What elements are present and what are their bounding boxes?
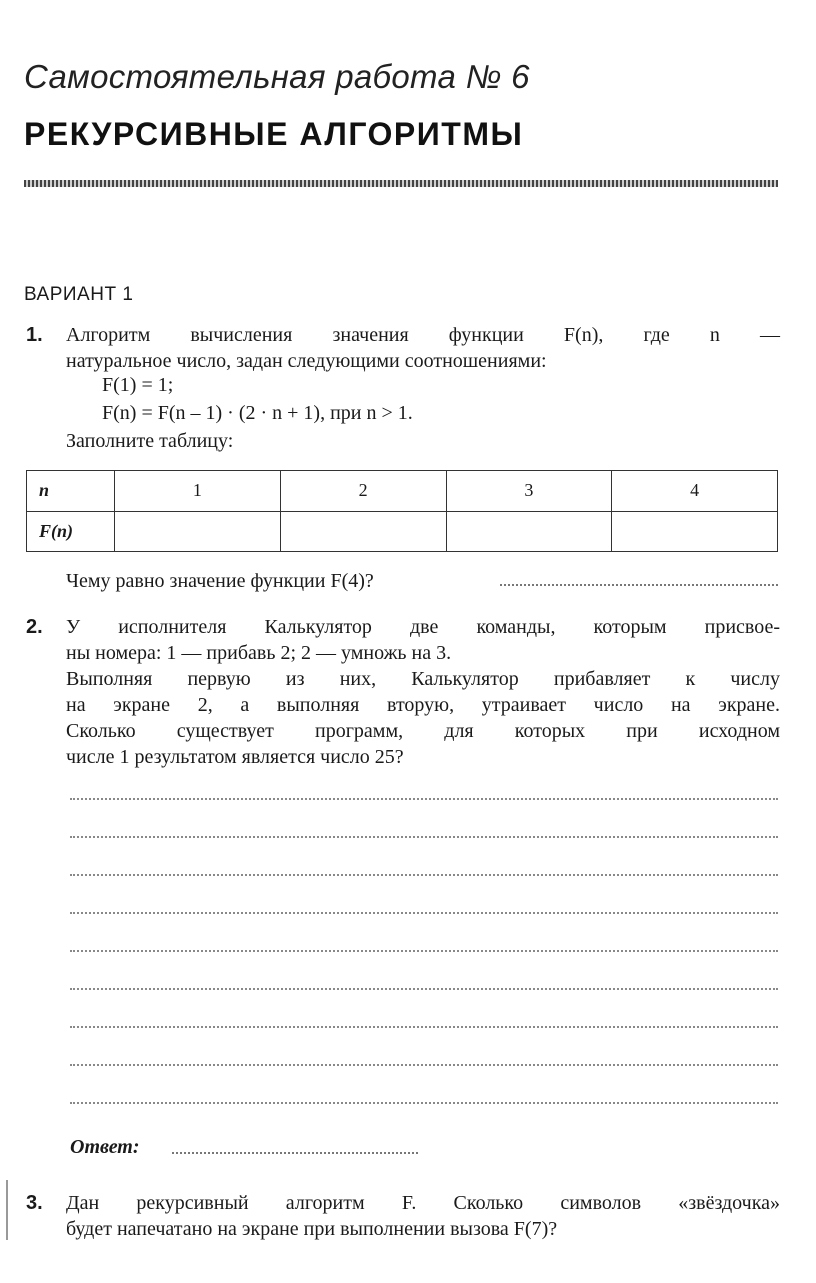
function-table: [26, 470, 778, 552]
table-answer-cell[interactable]: [612, 511, 778, 552]
answer-writing-line[interactable]: [70, 836, 778, 838]
table-header-fn: F(n): [27, 511, 115, 552]
answer-writing-line[interactable]: [70, 1026, 778, 1028]
task3-line-2: будет напечатано на экране при выполнении вызова F(7)?: [66, 1218, 558, 1240]
task1-line-2: натуральное число, задан следующими соотношениями:: [66, 350, 547, 372]
task1-formula-base: F(1) = 1;: [102, 374, 174, 396]
title-divider: [24, 180, 778, 187]
answer-writing-line[interactable]: [70, 874, 778, 876]
table-header-cell: 3: [446, 471, 612, 512]
task1-question: Чему равно значение функции F(4)?: [66, 570, 374, 592]
task2-line-2: ны номера: 1 — прибавь 2; 2 — умножь на 3.: [66, 642, 452, 664]
task1-answer-line[interactable]: [500, 584, 778, 586]
answer-writing-line[interactable]: [70, 798, 778, 800]
task3-number: 3.: [26, 1192, 43, 1214]
task1-number: 1.: [26, 324, 43, 346]
task1-line-1: Алгоритм вычисления значения функции F(n), где n —: [66, 324, 780, 346]
variant-label: ВАРИАНТ 1: [24, 284, 134, 305]
task2-line-3: Выполняя первую из них, Калькулятор прибавляет к числу: [66, 668, 780, 690]
table-header-cell: 1: [115, 471, 281, 512]
answer-writing-line[interactable]: [70, 1064, 778, 1066]
table-header-n: n: [27, 471, 115, 512]
task2-answer-label: Ответ:: [70, 1136, 140, 1158]
table-header-cell: 2: [280, 471, 446, 512]
answer-writing-line[interactable]: [70, 1102, 778, 1104]
table-row: [27, 511, 778, 552]
task1-instruction: Заполните таблицу:: [66, 430, 234, 452]
answer-writing-line[interactable]: [70, 912, 778, 914]
answer-writing-line[interactable]: [70, 950, 778, 952]
page-title: РЕКУРСИВНЫЕ АЛГОРИТМЫ: [24, 116, 524, 152]
table-answer-cell[interactable]: [280, 511, 446, 552]
table-header-cell: 4: [612, 471, 778, 512]
task3-line-1: Дан рекурсивный алгоритм F. Сколько символов «звёздочка»: [66, 1192, 780, 1214]
task2-answer-line[interactable]: [172, 1152, 418, 1154]
answer-writing-line[interactable]: [70, 988, 778, 990]
task2-line-4: на экране 2, а выполняя вторую, утраивает число на экране.: [66, 694, 780, 716]
task2-line-5: Сколько существует программ, для которых при исходном: [66, 720, 780, 742]
table-row: [27, 471, 778, 512]
task2-line-1: У исполнителя Калькулятор две команды, которым присвое-: [66, 616, 780, 638]
task2-line-6: числе 1 результатом является число 25?: [66, 746, 404, 768]
task2-number: 2.: [26, 616, 43, 638]
work-subtitle: Самостоятельная работа № 6: [24, 58, 530, 95]
task1-formula-recursive: F(n) = F(n – 1) · (2 · n + 1), при n > 1.: [102, 402, 413, 424]
margin-mark: [6, 1180, 8, 1240]
table-answer-cell[interactable]: [446, 511, 612, 552]
table-answer-cell[interactable]: [115, 511, 281, 552]
